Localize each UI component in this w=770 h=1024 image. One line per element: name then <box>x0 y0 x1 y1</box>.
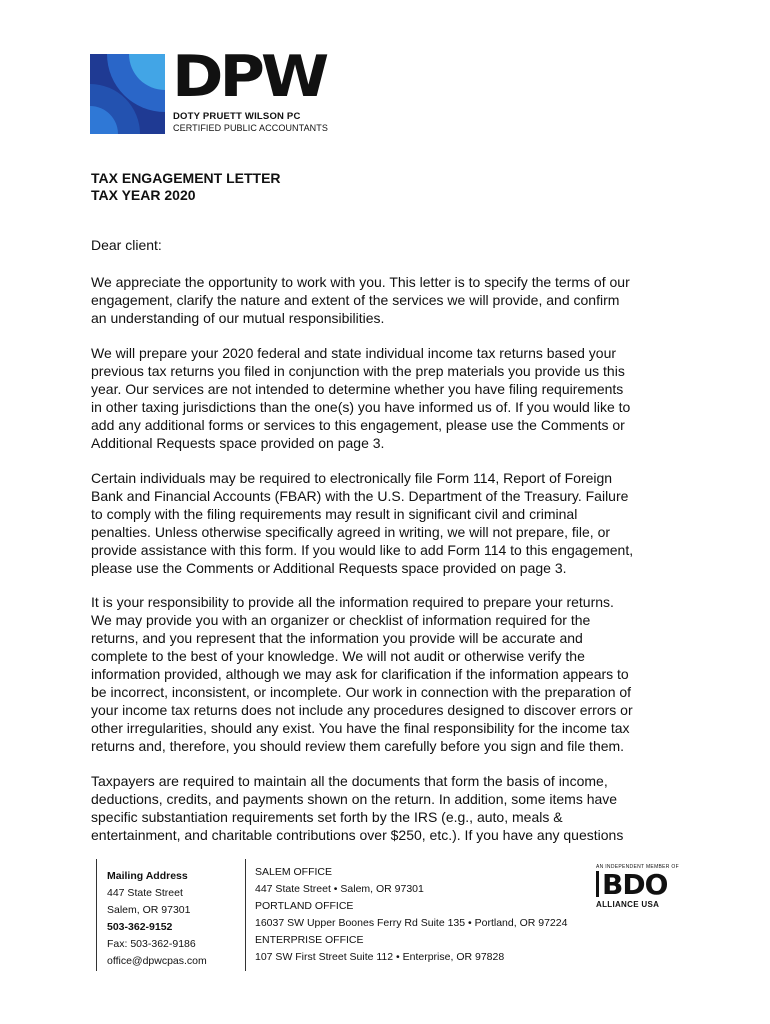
paragraph-line: returns, and you represent that the information you provide will be accurate and <box>91 630 583 646</box>
office-address: 107 SW First Street Suite 112 • Enterprise, OR 97828 <box>255 951 505 963</box>
paragraph-line: Bank and Financial Accounts (FBAR) with the U.S. Department of the Treasury. Failure <box>91 488 629 504</box>
paragraph-line: in other taxing jurisdictions than the one(s) you have informed us of. If you would like to <box>91 399 631 415</box>
paragraph-line: It is your responsibility to provide all the information required to prepare your returns. <box>91 594 614 610</box>
paragraph-line: to comply with the filing requirements may result in significant civil and criminal <box>91 506 578 522</box>
logo-firm-name: DOTY PRUETT WILSON PC <box>173 111 301 122</box>
paragraph-line: be incorrect, inconsistent, or incomplete. Our work in connection with the preparation of <box>91 684 632 700</box>
mailing-heading: Mailing Address <box>107 870 188 882</box>
paragraph-line: Additional Requests space provided on page 3. <box>91 435 385 451</box>
bdo-wordmark <box>596 868 676 901</box>
logo-firm-subtitle: CERTIFIED PUBLIC ACCOUNTANTS <box>173 123 328 133</box>
paragraph-fbar <box>91 469 691 577</box>
office-name: SALEM OFFICE <box>255 866 333 878</box>
paragraph-line: previous tax returns you filed in conjunction with the prep materials you provide us this <box>91 363 625 379</box>
mailing-email[interactable]: office@dpwcpas.com <box>107 955 207 967</box>
paragraph-records <box>91 772 691 844</box>
paragraph-line: We appreciate the opportunity to work with you. This letter is to specify the terms of our <box>91 274 630 290</box>
paragraph-line: an understanding of our mutual responsibilities. <box>91 310 385 326</box>
office-address: 16037 SW Upper Boones Ferry Rd Suite 135 • Portland, OR 97224 <box>255 917 568 929</box>
mailing-address-block <box>107 868 207 970</box>
paragraph-line: penalties. Unless otherwise specifically agreed in writing, we will not prepare, file, or <box>91 524 611 540</box>
letter-footer <box>0 855 770 975</box>
bdo-word: BDO <box>602 868 668 901</box>
footer-divider <box>245 859 246 971</box>
paragraph-line: entertainment, and charitable contributions over $250, etc.). If you have any questions <box>91 827 624 843</box>
paragraph-line: returns and, therefore, you should review them carefully before you sign and file them. <box>91 738 625 754</box>
bdo-alliance-logo <box>596 864 679 920</box>
letter-heading <box>91 170 281 204</box>
paragraph-services <box>91 344 691 452</box>
mailing-street: 447 State Street <box>107 887 183 899</box>
bdo-member-text: AN INDEPENDENT MEMBER OF <box>596 864 679 870</box>
paragraph-responsibility <box>91 593 691 755</box>
office-name: ENTERPRISE OFFICE <box>255 934 364 946</box>
mailing-fax: Fax: 503-362-9186 <box>107 938 196 950</box>
paragraph-line: Taxpayers are required to maintain all the documents that form the basis of income, <box>91 773 608 789</box>
mailing-phone[interactable]: 503-362-9152 <box>107 921 173 933</box>
paragraph-line: your income tax returns does not include any procedures designed to discover errors or <box>91 702 633 718</box>
office-address: 447 State Street • Salem, OR 97301 <box>255 883 424 895</box>
bdo-bar-icon <box>596 871 599 897</box>
paragraph-line: complete to the best of your knowledge. We will not audit or otherwise verify the <box>91 648 585 664</box>
offices-block <box>255 864 567 966</box>
company-logo <box>90 42 360 136</box>
paragraph-line: engagement, clarify the nature and extent of the services we will provide, and confirm <box>91 292 620 308</box>
bdo-alliance-text: ALLIANCE USA <box>596 900 660 909</box>
footer-divider <box>96 859 97 971</box>
paragraph-intro <box>91 273 691 327</box>
paragraph-line: We will prepare your 2020 federal and state individual income tax returns based your <box>91 345 617 361</box>
paragraph-line: Certain individuals may be required to electronically file Form 114, Report of Foreign <box>91 470 613 486</box>
paragraph-line: please use the Comments or Additional Requests space provided on page 3. <box>91 560 567 576</box>
mailing-city: Salem, OR 97301 <box>107 904 191 916</box>
letter-tax-year: TAX YEAR 2020 <box>91 187 196 203</box>
office-name: PORTLAND OFFICE <box>255 900 354 912</box>
logo-wordmark: DPW <box>172 42 326 110</box>
paragraph-line: year. Our services are not intended to determine whether you have filing requirements <box>91 381 624 397</box>
salutation: Dear client: <box>91 237 162 253</box>
paragraph-line: add any additional forms or services to this engagement, please use the Comments or <box>91 417 625 433</box>
paragraph-line: provide assistance with this form. If you would like to add Form 114 to this engagement, <box>91 542 634 558</box>
dpw-logo-mark-icon <box>90 54 165 134</box>
paragraph-line: specific substantiation requirements set forth by the IRS (e.g., auto, meals & <box>91 809 563 825</box>
letter-title: TAX ENGAGEMENT LETTER <box>91 170 281 186</box>
paragraph-line: deductions, credits, and payments shown on the return. In addition, some items have <box>91 791 618 807</box>
paragraph-line: information provided, although we may ask for clarification if the information appears to <box>91 666 629 682</box>
paragraph-line: We may provide you with an organizer or checklist of information required for the <box>91 612 591 628</box>
paragraph-line: other irregularities, should any exist. You have the final responsibility for the income tax <box>91 720 630 736</box>
